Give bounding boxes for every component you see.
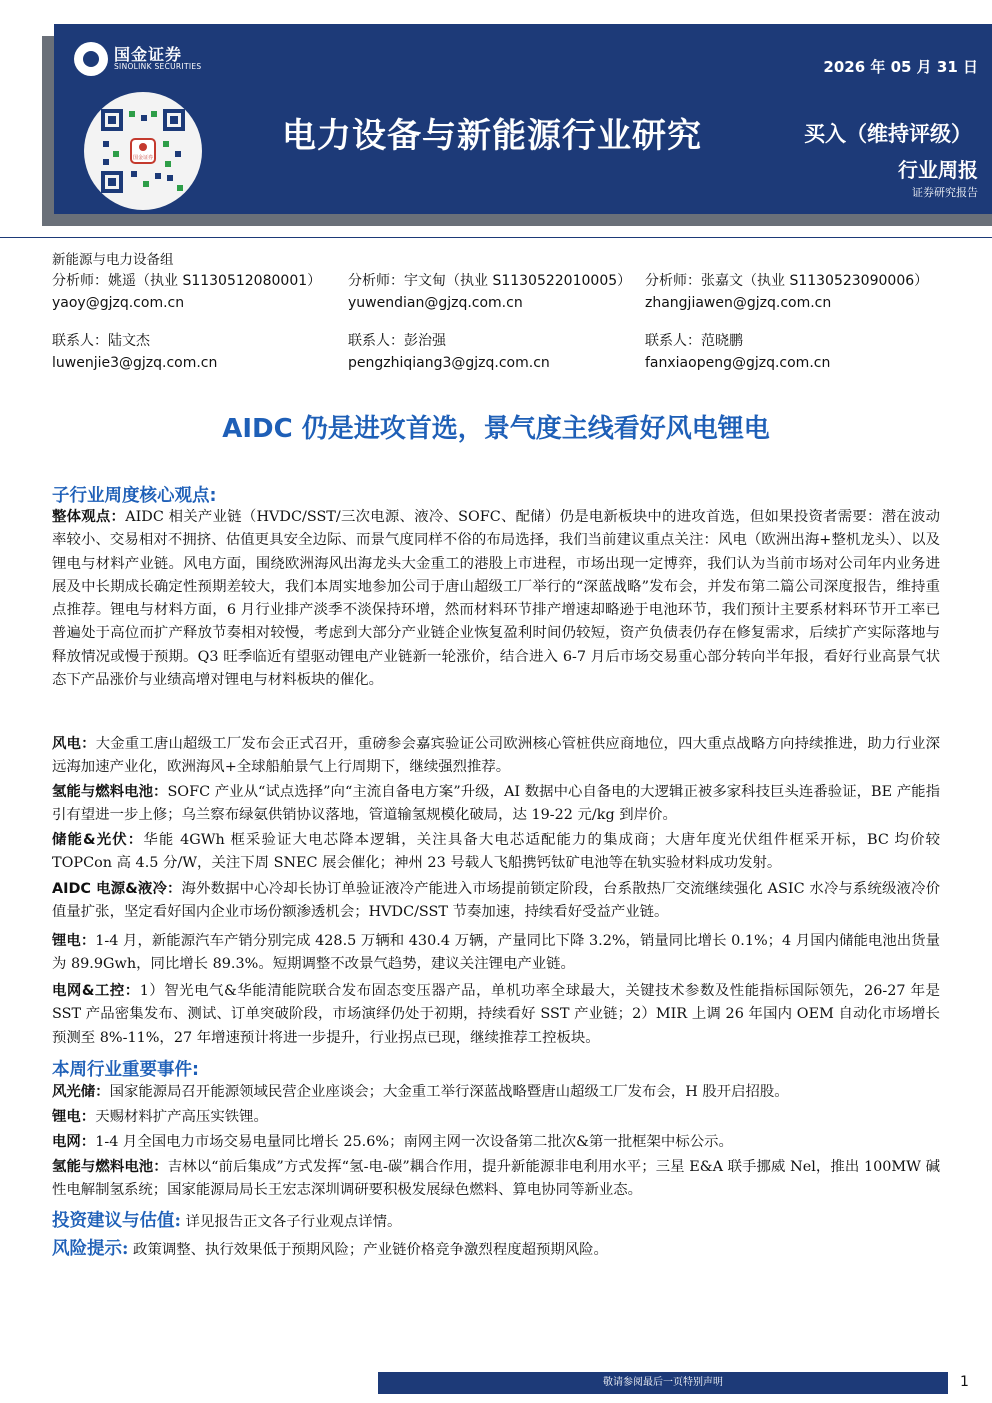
paragraph-text: 海外数据中心冷却长协订单验证液冷产能进入市场提前锁定阶段，台系散热厂交流继续强化 ASIC 水冷与系统级液冷价值量扩张，坚定看好国内企业市场份额渗透机会；HVDC/SST 节奏加速，持续看好受益产业链。 bbox=[52, 881, 940, 921]
report-type: 行业周报 bbox=[898, 158, 978, 182]
paragraph-label: 整体观点： bbox=[52, 509, 126, 525]
advice-heading: 投资建议与估值: bbox=[52, 1211, 181, 1231]
event-grid bbox=[52, 1131, 940, 1154]
paragraph-text: AIDC 相关产业链（HVDC/SST/三次电源、液冷、SOFC、配储）仍是电新板块中的进攻首选，但如果投资者需要：潜在波动率较小、交易相对不拥挤、估值更具安全边际、而景气度同样不俗的布局选择，我们当前建议重点关注：风电（欧洲出海+整机龙头）、以及锂电与材料产业链。风电方面，围绕欧洲海风出海龙头大金重工的港股上市进程，市场出现一定博弈，我们认为当前市场对公司年内业务进展及中长期成长确定性预期差较大，我们本周实地参加公司于唐山超级工厂举行的“深蓝战略”发布会，并发布第二篇公司深度报告，维持重点推荐。锂电与材料方面，6 月行业排产淡季不淡保持环增，然而材料环节排产增速却略逊于电池环节，我们预计主要系材料环节开工率已普遍处于高位而扩产释放节奏相对较慢，考虑到大部分产业链企业恢复盈利时间仍较短，资产负债表仍存在修复需求，后续扩产实际落地与释放情况或慢于预期。Q3 旺季临近有望驱动锂电产业链新一轮涨价，结合进入 6-7 月后市场交易重心部分转向半年报，看好行业高景气状态下产品涨价与业绩高增对锂电与材料板块的催化。 bbox=[52, 509, 940, 689]
logo-mark-icon bbox=[74, 42, 108, 76]
logo-name-cn: 国金证券 bbox=[114, 44, 183, 64]
report-title: 电力设备与新能源行业研究 bbox=[282, 116, 702, 156]
paragraph-label: 风光储： bbox=[52, 1084, 110, 1100]
qr-center-label: 国金证券 bbox=[132, 155, 154, 161]
advice-text: 详见报告正文各子行业观点详情。 bbox=[185, 1214, 402, 1230]
analyst-yuwen bbox=[348, 270, 631, 314]
analyst-yao bbox=[52, 270, 321, 314]
core-views-heading: 子行业周度核心观点: bbox=[52, 486, 217, 506]
analyst-email[interactable]: yaoy@gjzq.com.cn bbox=[52, 295, 185, 311]
paragraph-label: 锂电： bbox=[52, 1109, 96, 1125]
contact-label: 联系人：彭治强 bbox=[348, 333, 446, 349]
core-view-grid bbox=[52, 980, 940, 1050]
paragraph-text: 吉林以“前后集成”方式发挥“氢-电-碳”耦合作用，提升新能源非电利用水平；三星 E&A 联手挪威 Nel，推出 100MW 碱性电解制氢系统；国家能源局局长王宏志深圳调研要积极发展绿色燃料、算电协同等新业态。 bbox=[52, 1159, 940, 1199]
report-banner bbox=[54, 24, 992, 214]
paragraph-label: 锂电： bbox=[52, 933, 96, 949]
company-logo bbox=[74, 42, 201, 76]
contact-label: 联系人：陆文杰 bbox=[52, 333, 150, 349]
logo-name-en: SINOLINK SECURITIES bbox=[114, 62, 202, 72]
paragraph-label: 风电： bbox=[52, 736, 96, 752]
paragraph-label: 氢能与燃料电池： bbox=[52, 784, 168, 800]
report-kind: 证券研究报告 bbox=[912, 186, 978, 199]
analyst-email[interactable]: zhangjiawen@gjzq.com.cn bbox=[645, 295, 832, 311]
paragraph-text: 1）智光电气&华能清能院联合发布固态变压器产品，单机功率全球最大，关键技术参数及性能指标国际领先，26-27 年是 SST 产品密集发布、测试、订单突破阶段，市场演绎仍处于初期，持续看好 SST 产业链；2）MIR 上调 26 年国内 OEM 自动化市场增长预测至 8%-11%，27 年增速预计将进一步提升，行业拐点已现，继续推荐工控板块。 bbox=[52, 983, 940, 1046]
report-date: 2026 年 05 月 31 日 bbox=[823, 58, 978, 76]
core-view-overall bbox=[52, 506, 940, 692]
report-headline: AIDC 仍是进攻首选，景气度主线看好风电锂电 bbox=[222, 414, 770, 444]
risk-text: 政策调整、执行效果低于预期风险；产业链价格竞争激烈程度超预期风险。 bbox=[133, 1242, 608, 1258]
paragraph-text: SOFC 产业从“试点选择”向“主流自备电方案”升级，AI 数据中心自备电的大逻辑正被多家科技巨头连番验证，BE 产能指引有望进一步上修；乌兰察布绿氨供销协议落地，管道输氢规模化破局，达 19-22 元/kg 到岸价。 bbox=[52, 784, 940, 824]
rating-badge: 买入（维持评级） bbox=[804, 122, 972, 146]
investment-advice bbox=[52, 1210, 940, 1234]
paragraph-label: AIDC 电源&液冷： bbox=[52, 881, 182, 897]
core-view-lithium bbox=[52, 930, 940, 977]
page-number: 1 bbox=[960, 1374, 969, 1390]
core-view-wind bbox=[52, 733, 940, 780]
footer-notice: 敬请参阅最后一页特别声明 bbox=[378, 1372, 948, 1394]
event-wind-solar-storage bbox=[52, 1081, 940, 1104]
header-rule bbox=[0, 237, 992, 238]
analyst-label: 分析师：姚遥（执业 S1130512080001） bbox=[52, 273, 322, 289]
risk-warning bbox=[52, 1238, 940, 1262]
contact-email[interactable]: luwenjie3@gjzq.com.cn bbox=[52, 355, 218, 371]
risk-heading: 风险提示: bbox=[52, 1239, 129, 1259]
analyst-label: 分析师：宇文甸（执业 S1130522010005） bbox=[348, 273, 632, 289]
paragraph-text: 国家能源局召开能源领域民营企业座谈会；大金重工举行深蓝战略暨唐山超级工厂发布会，H 股开启招股。 bbox=[109, 1084, 789, 1100]
analyst-email[interactable]: yuwendian@gjzq.com.cn bbox=[348, 295, 523, 311]
contact-peng bbox=[348, 330, 550, 374]
qr-code bbox=[84, 92, 202, 210]
paragraph-label: 电网： bbox=[52, 1134, 96, 1150]
analyst-zhang bbox=[645, 270, 928, 314]
analyst-label: 分析师：张嘉文（执业 S1130523090006） bbox=[645, 273, 929, 289]
event-lithium bbox=[52, 1106, 940, 1129]
paragraph-text: 华能 4GWh 框采验证大电芯降本逻辑，关注具备大电芯适配能力的集成商；大唐年度光伏组件框采开标，BC 均价较 TOPCon 高 4.5 分/W，关注下周 SNEC 展会催化；神州 23 号载人飞船携钙钛矿电池等在轨实验材料成功发射。 bbox=[52, 832, 940, 872]
paragraph-text: 1-4 月，新能源汽车产销分别完成 428.5 万辆和 430.4 万辆，产量同比下降 3.2%，销量同比增长 0.1%；4 月国内储能电池出货量为 89.9Gwh，同比增长 89.3%。短期调整不改景气趋势，建议关注锂电产业链。 bbox=[52, 933, 940, 973]
paragraph-text: 1-4 月全国电力市场交易电量同比增长 25.6%；南网主网一次设备第二批次&第一批框架中标公示。 bbox=[95, 1134, 733, 1150]
core-view-storage-pv bbox=[52, 829, 940, 876]
core-view-aidc bbox=[52, 878, 940, 925]
paragraph-label: 储能&光伏： bbox=[52, 832, 144, 848]
contact-email[interactable]: fanxiaopeng@gjzq.com.cn bbox=[645, 355, 831, 371]
paragraph-label: 电网&工控： bbox=[52, 983, 140, 999]
contact-label: 联系人：范晓鹏 bbox=[645, 333, 743, 349]
contact-email[interactable]: pengzhiqiang3@gjzq.com.cn bbox=[348, 355, 550, 371]
team-name: 新能源与电力设备组 bbox=[52, 252, 174, 268]
events-heading: 本周行业重要事件: bbox=[52, 1060, 199, 1080]
paragraph-label: 氢能与燃料电池： bbox=[52, 1159, 168, 1175]
contact-fan bbox=[645, 330, 830, 374]
event-hydrogen bbox=[52, 1156, 940, 1203]
paragraph-text: 大金重工唐山超级工厂发布会正式召开，重磅参会嘉宾验证公司欧洲核心管桩供应商地位，四大重点战略方向持续推进，助力行业深远海加速产业化，欧洲海风+全球船舶景气上行周期下，继续强烈推荐。 bbox=[52, 736, 940, 776]
paragraph-text: 天赐材料扩产高压实铁锂。 bbox=[95, 1109, 268, 1125]
core-view-hydrogen bbox=[52, 781, 940, 828]
contact-lu bbox=[52, 330, 217, 374]
